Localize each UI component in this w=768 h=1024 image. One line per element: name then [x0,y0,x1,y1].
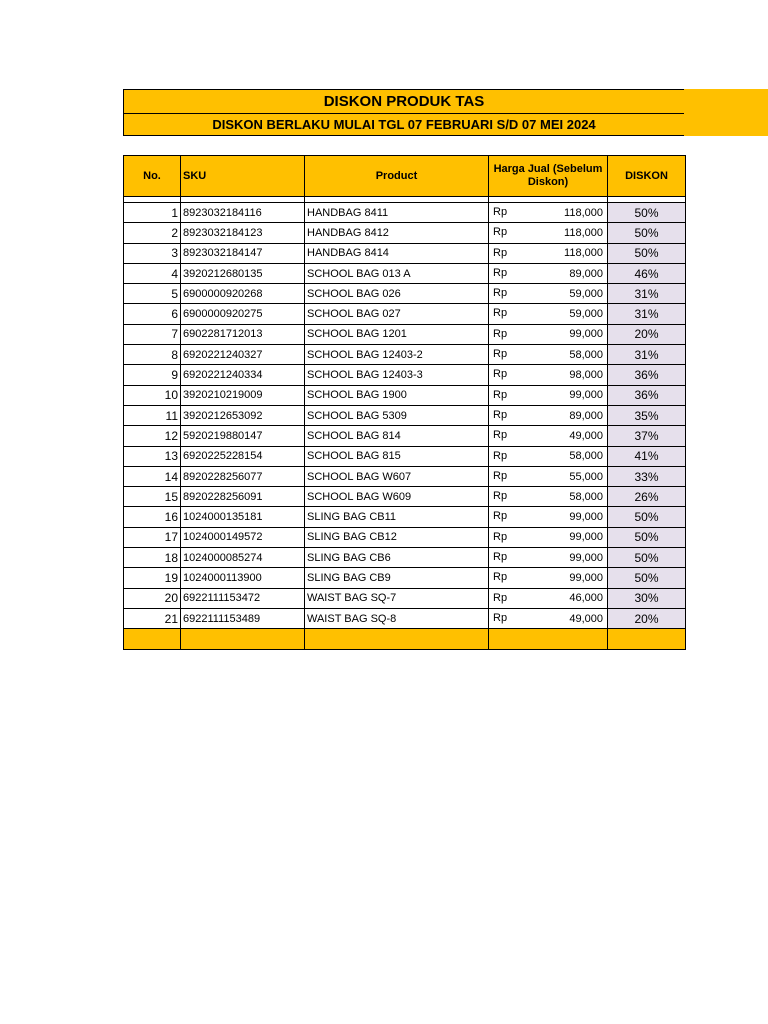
price-amount: 49,000 [569,429,603,442]
price-amount: 99,000 [569,389,603,402]
price-amount: 99,000 [569,551,603,564]
currency-label: Rp [493,571,508,584]
row-number: 11 [124,405,181,425]
row-price [489,263,608,283]
row-sku: 3920212680135 [181,263,305,283]
row-price [489,284,608,304]
row-discount: 20% [608,324,686,344]
row-price [489,507,608,527]
price-amount: 55,000 [569,470,603,483]
row-sku: 1024000085274 [181,548,305,568]
footer-cell [489,629,608,649]
table-row [124,405,686,425]
price-amount: 58,000 [569,490,603,503]
row-number: 20 [124,588,181,608]
currency-label: Rp [493,287,508,300]
row-number: 21 [124,608,181,628]
row-sku: 1024000149572 [181,527,305,547]
row-price [489,426,608,446]
table-row [124,588,686,608]
row-sku: 3920210219009 [181,385,305,405]
row-sku: 8923032184116 [181,203,305,223]
row-sku: 6922111153489 [181,608,305,628]
row-discount: 50% [608,243,686,263]
row-price [489,223,608,243]
row-discount: 36% [608,385,686,405]
row-number: 17 [124,527,181,547]
table-footer-row [124,629,686,649]
row-price [489,304,608,324]
row-discount: 46% [608,263,686,283]
row-sku: 6902281712013 [181,324,305,344]
table-body [124,197,686,650]
row-price [489,365,608,385]
row-sku: 1024000135181 [181,507,305,527]
price-amount: 98,000 [569,369,603,382]
price-amount: 118,000 [564,247,603,260]
row-price [489,466,608,486]
row-number: 19 [124,568,181,588]
currency-label: Rp [493,490,508,503]
row-product: SCHOOL BAG 5309 [305,405,489,425]
column-header-discount: DISKON [608,156,686,197]
row-number: 2 [124,223,181,243]
row-discount: 50% [608,568,686,588]
row-sku: 6900000920275 [181,304,305,324]
row-number: 5 [124,284,181,304]
footer-cell [305,629,489,649]
row-number: 13 [124,446,181,466]
table-row [124,284,686,304]
row-product: SCHOOL BAG 027 [305,304,489,324]
currency-label: Rp [493,206,508,218]
page-title: DISKON PRODUK TAS [124,90,684,114]
currency-label: Rp [493,551,508,564]
header-accent-block [684,89,768,136]
row-number: 3 [124,243,181,263]
row-product: HANDBAG 8414 [305,243,489,263]
row-discount: 26% [608,487,686,507]
row-sku: 8923032184123 [181,223,305,243]
currency-label: Rp [493,388,508,401]
price-amount: 58,000 [569,348,603,361]
price-amount: 89,000 [569,267,603,280]
row-price [489,203,608,223]
row-discount: 36% [608,365,686,385]
row-sku: 6920221240334 [181,365,305,385]
row-product: SLING BAG CB6 [305,548,489,568]
price-amount: 99,000 [569,571,603,584]
row-product: SCHOOL BAG 013 A [305,263,489,283]
row-discount: 37% [608,426,686,446]
price-amount: 118,000 [564,226,603,239]
row-product: SCHOOL BAG W609 [305,487,489,507]
row-discount: 31% [608,304,686,324]
column-header-sku: SKU [181,156,305,197]
row-price [489,243,608,263]
column-header-price: Harga Jual (Sebelum Diskon) [489,156,608,197]
row-sku: 8920228256077 [181,466,305,486]
row-sku: 8920228256091 [181,487,305,507]
currency-label: Rp [493,611,508,624]
row-product: SLING BAG CB11 [305,507,489,527]
row-number: 8 [124,345,181,365]
table-row [124,507,686,527]
table-row [124,203,686,223]
row-number: 18 [124,548,181,568]
row-number: 1 [124,203,181,223]
row-price [489,324,608,344]
row-discount: 31% [608,345,686,365]
table-row [124,365,686,385]
table-row [124,304,686,324]
table-row [124,487,686,507]
row-price [489,405,608,425]
row-number: 14 [124,466,181,486]
table-row [124,608,686,628]
row-product: SCHOOL BAG W607 [305,466,489,486]
row-price [489,385,608,405]
price-amount: 58,000 [569,450,603,463]
row-discount: 33% [608,466,686,486]
row-product: SCHOOL BAG 12403-3 [305,365,489,385]
row-discount: 50% [608,203,686,223]
price-amount: 118,000 [564,206,603,219]
row-sku: 6900000920268 [181,284,305,304]
currency-label: Rp [493,327,508,340]
price-amount: 46,000 [569,592,603,605]
row-price [489,608,608,628]
row-price [489,487,608,507]
row-product: HANDBAG 8411 [305,203,489,223]
column-header-no: No. [124,156,181,197]
table-row [124,426,686,446]
row-discount: 50% [608,527,686,547]
row-price [489,446,608,466]
row-discount: 20% [608,608,686,628]
table-row [124,466,686,486]
price-amount: 59,000 [569,287,603,300]
row-number: 6 [124,304,181,324]
row-number: 7 [124,324,181,344]
currency-label: Rp [493,469,508,482]
price-amount: 99,000 [569,511,603,524]
row-product: SLING BAG CB12 [305,527,489,547]
currency-label: Rp [493,246,508,259]
row-discount: 50% [608,548,686,568]
currency-label: Rp [493,449,508,462]
row-price [489,568,608,588]
row-discount: 50% [608,507,686,527]
row-sku: 6922111153472 [181,588,305,608]
table-row [124,223,686,243]
row-discount: 30% [608,588,686,608]
row-number: 15 [124,487,181,507]
row-sku: 1024000113900 [181,568,305,588]
row-product: SCHOOL BAG 12403-2 [305,345,489,365]
row-price [489,527,608,547]
table-row [124,243,686,263]
row-sku: 8923032184147 [181,243,305,263]
row-discount: 41% [608,446,686,466]
row-price [489,548,608,568]
title-box [123,89,684,136]
row-product: WAIST BAG SQ-7 [305,588,489,608]
row-number: 4 [124,263,181,283]
row-number: 16 [124,507,181,527]
row-price [489,588,608,608]
table-header-row [124,156,686,197]
row-product: SCHOOL BAG 1201 [305,324,489,344]
table-row [124,446,686,466]
currency-label: Rp [493,307,508,320]
table-row [124,568,686,588]
currency-label: Rp [493,591,508,604]
currency-label: Rp [493,226,508,239]
row-number: 10 [124,385,181,405]
table-row [124,385,686,405]
currency-label: Rp [493,348,508,361]
footer-cell [181,629,305,649]
page-subtitle: DISKON BERLAKU MULAI TGL 07 FEBRUARI S/D 07 MEI 2024 [124,114,684,135]
row-product: SCHOOL BAG 026 [305,284,489,304]
table-row [124,345,686,365]
currency-label: Rp [493,510,508,523]
table-row [124,324,686,344]
currency-label: Rp [493,368,508,381]
table-row [124,548,686,568]
row-sku: 3920212653092 [181,405,305,425]
row-product: SCHOOL BAG 814 [305,426,489,446]
row-product: SCHOOL BAG 815 [305,446,489,466]
price-amount: 89,000 [569,409,603,422]
row-product: WAIST BAG SQ-8 [305,608,489,628]
row-sku: 6920225228154 [181,446,305,466]
column-header-product: Product [305,156,489,197]
row-number: 9 [124,365,181,385]
table-row [124,263,686,283]
currency-label: Rp [493,429,508,442]
row-discount: 31% [608,284,686,304]
price-amount: 59,000 [569,308,603,321]
row-sku: 6920221240327 [181,345,305,365]
row-product: SCHOOL BAG 1900 [305,385,489,405]
discount-table [123,155,686,650]
row-product: SLING BAG CB9 [305,568,489,588]
price-amount: 49,000 [569,612,603,625]
footer-cell [124,629,181,649]
row-price [489,345,608,365]
currency-label: Rp [493,266,508,279]
table-row [124,527,686,547]
currency-label: Rp [493,530,508,543]
row-product: HANDBAG 8412 [305,223,489,243]
currency-label: Rp [493,408,508,421]
price-amount: 99,000 [569,328,603,341]
row-discount: 35% [608,405,686,425]
price-amount: 99,000 [569,531,603,544]
footer-cell [608,629,686,649]
row-number: 12 [124,426,181,446]
row-discount: 50% [608,223,686,243]
row-sku: 5920219880147 [181,426,305,446]
